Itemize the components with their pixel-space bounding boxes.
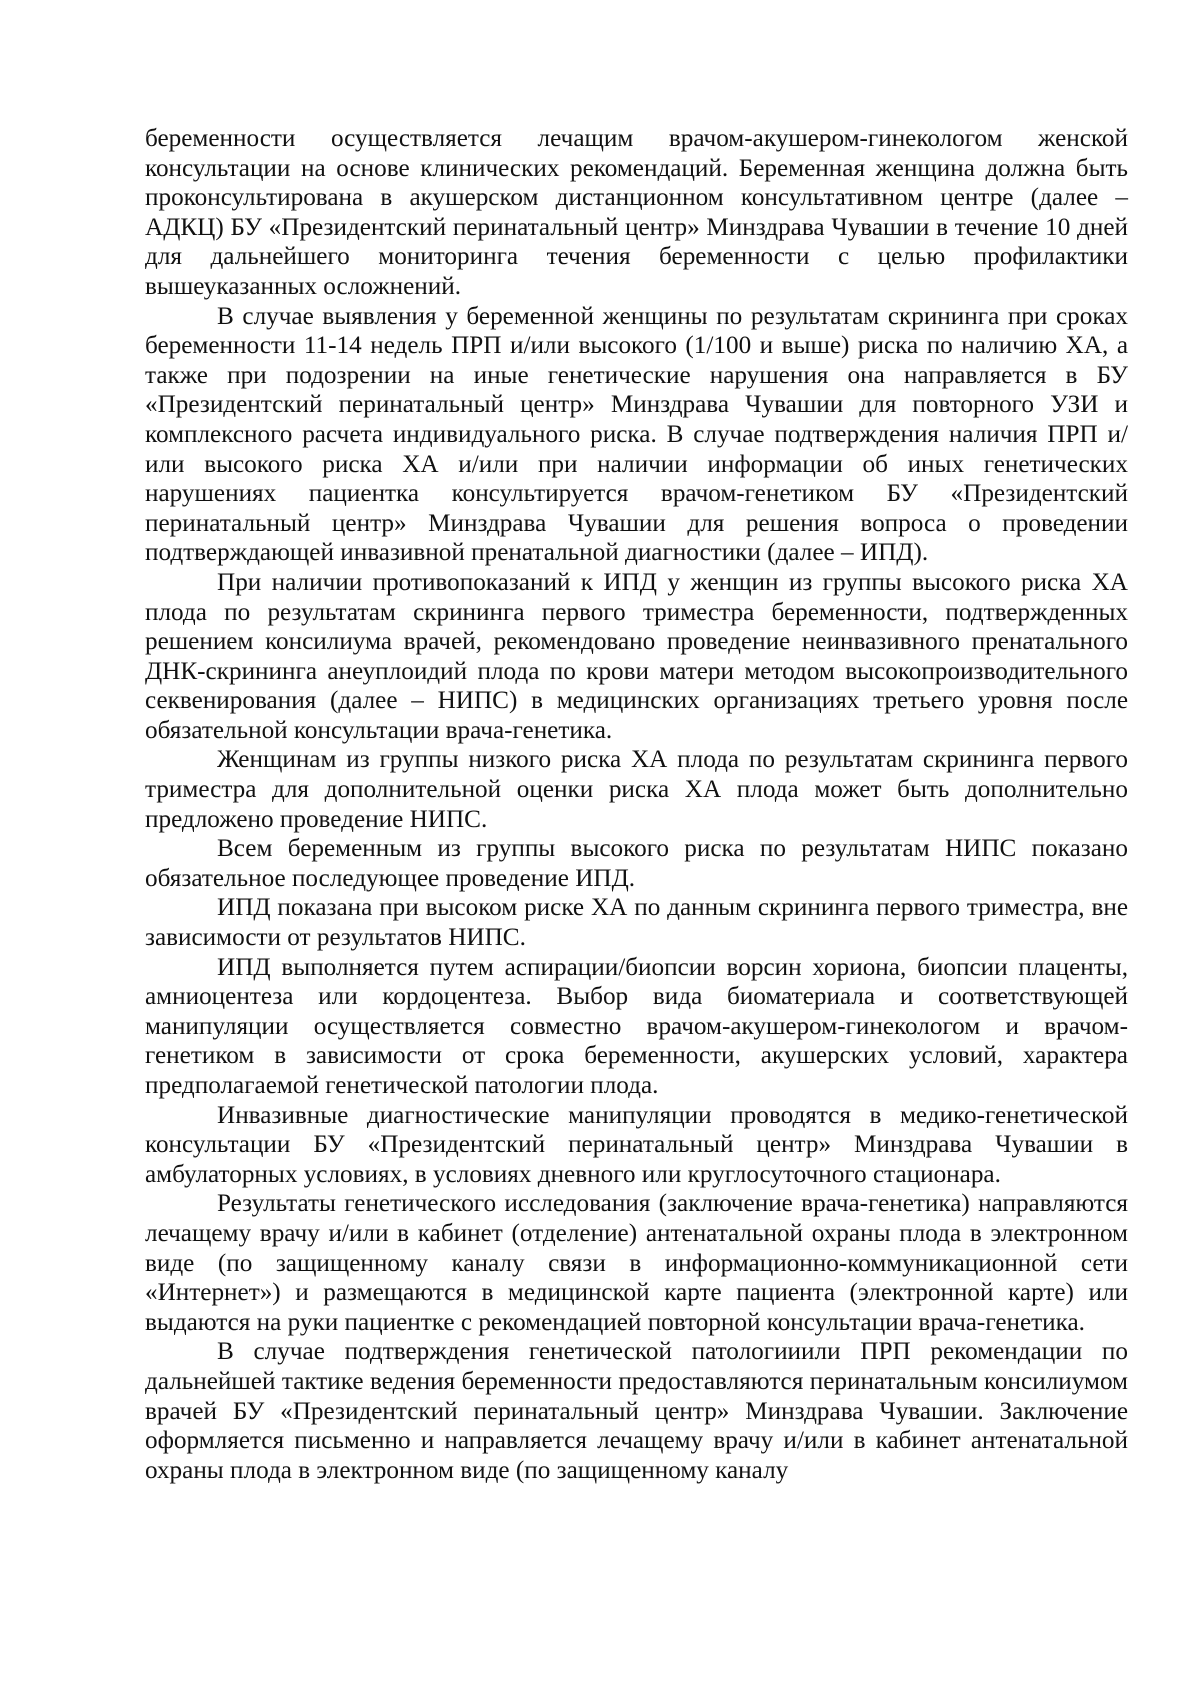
- paragraph-low-risk: Женщинам из группы низкого риска ХА плода по результатам скрининга первого триместра для дополнительной оценки риска ХА плода может быть дополнительно предложено проведение НИПС.: [145, 746, 1128, 833]
- paragraph-confirmation: В случае подтверждения генетической патологииили ПРП рекомендации по дальнейшей тактике ведения беременности предоставляются перинатальным консилиумом врачей БУ «Президентский перинатальный центр» Минздрава Чувашии. Заключение оформляется письменно и направляется лечащему врачу и/или в кабинет антенатальной охраны плода в электронном виде (по защищенному каналу: [145, 1338, 1128, 1484]
- paragraph-ipd-methods: ИПД выполняется путем аспирации/биопсии ворсин хориона, биопсии плаценты, амниоцентеза или кордоцентеза. Выбор вида биоматериала и соответствующей манипуляции осуществляется совместно врачом-акушером-гинекологом и врачом-генетиком в зависимости от срока беременности, акушерских условий, характера предполагаемой генетической патологии плода.: [145, 953, 1128, 1099]
- paragraph-continuation: беременности осуществляется лечащим врачом-акушером-гинекологом женской консультации на основе клинических рекомендаций. Беременная женщина должна быть проконсультирована в акушерском дистанционном консультативном центре (далее – АДКЦ) БУ «Президентский перинатальный центр» Минздрава Чувашии в течение 10 дней для дальнейшего мониторинга течения беременности с целью профилактики вышеуказанных осложнений.: [145, 125, 1128, 300]
- paragraph-ipd-indication: ИПД показана при высоком риске ХА по данным скрининга первого триместра, вне зависимости от результатов НИПС.: [145, 894, 1128, 952]
- paragraph-high-risk-nips: Всем беременным из группы высокого риска по результатам НИПС показано обязательное последующее проведение ИПД.: [145, 835, 1128, 892]
- document-page: [145, 124, 1128, 1485]
- paragraph-contraindications: При наличии противопоказаний к ИПД у женщин из группы высокого риска ХА плода по результатам скрининга первого триместра беременности, подтвержденных решением консилиума врачей, рекомендовано проведение неинвазивного пренатального ДНК-скрининга анеуплоидий плода по крови матери методом высокопроизводительного секвенирования (далее – НИПС) в медицинских организациях третьего уровня после обязательной консультации врача-генетика.: [145, 568, 1128, 744]
- paragraph-invasive-procedures: Инвазивные диагностические манипуляции проводятся в медико-генетической консультации БУ «Президентский перинатальный центр» Минздрава Чувашии в амбулаторных условиях, в условиях дневного или круглосуточного стационара.: [145, 1101, 1128, 1188]
- paragraph-results: Результаты генетического исследования (заключение врача-генетика) направляются лечащему врачу и/или в кабинет (отделение) антенатальной охраны плода в электронном виде (по защищенному каналу связи в информационно-коммуникационной сети «Интернет») и размещаются в медицинской карте пациента (электронной карте) или выдаются на руки пациентке с рекомендацией повторной консультации врача-генетика.: [145, 1190, 1128, 1336]
- paragraph-screening-risk: В случае выявления у беременной женщины по результатам скрининга при сроках беременности 11-14 недель ПРП и/или высокого (1/100 и выше) риска по наличию ХА, а также при подозрении на иные генетические нарушения она направляется в БУ «Президентский перинатальный центр» Минздрава Чувашии для повторного УЗИ и комплексного расчета индивидуального риска. В случае подтверждения наличия ПРП и/или высокого риска ХА и/или при наличии информации об иных генетических нарушениях пациентка консультируется врачом-генетиком БУ «Президентский перинатальный центр» Минздрава Чувашии для решения вопроса о проведении подтверждающей инвазивной пренатальной диагностики (далее – ИПД).: [145, 302, 1128, 567]
